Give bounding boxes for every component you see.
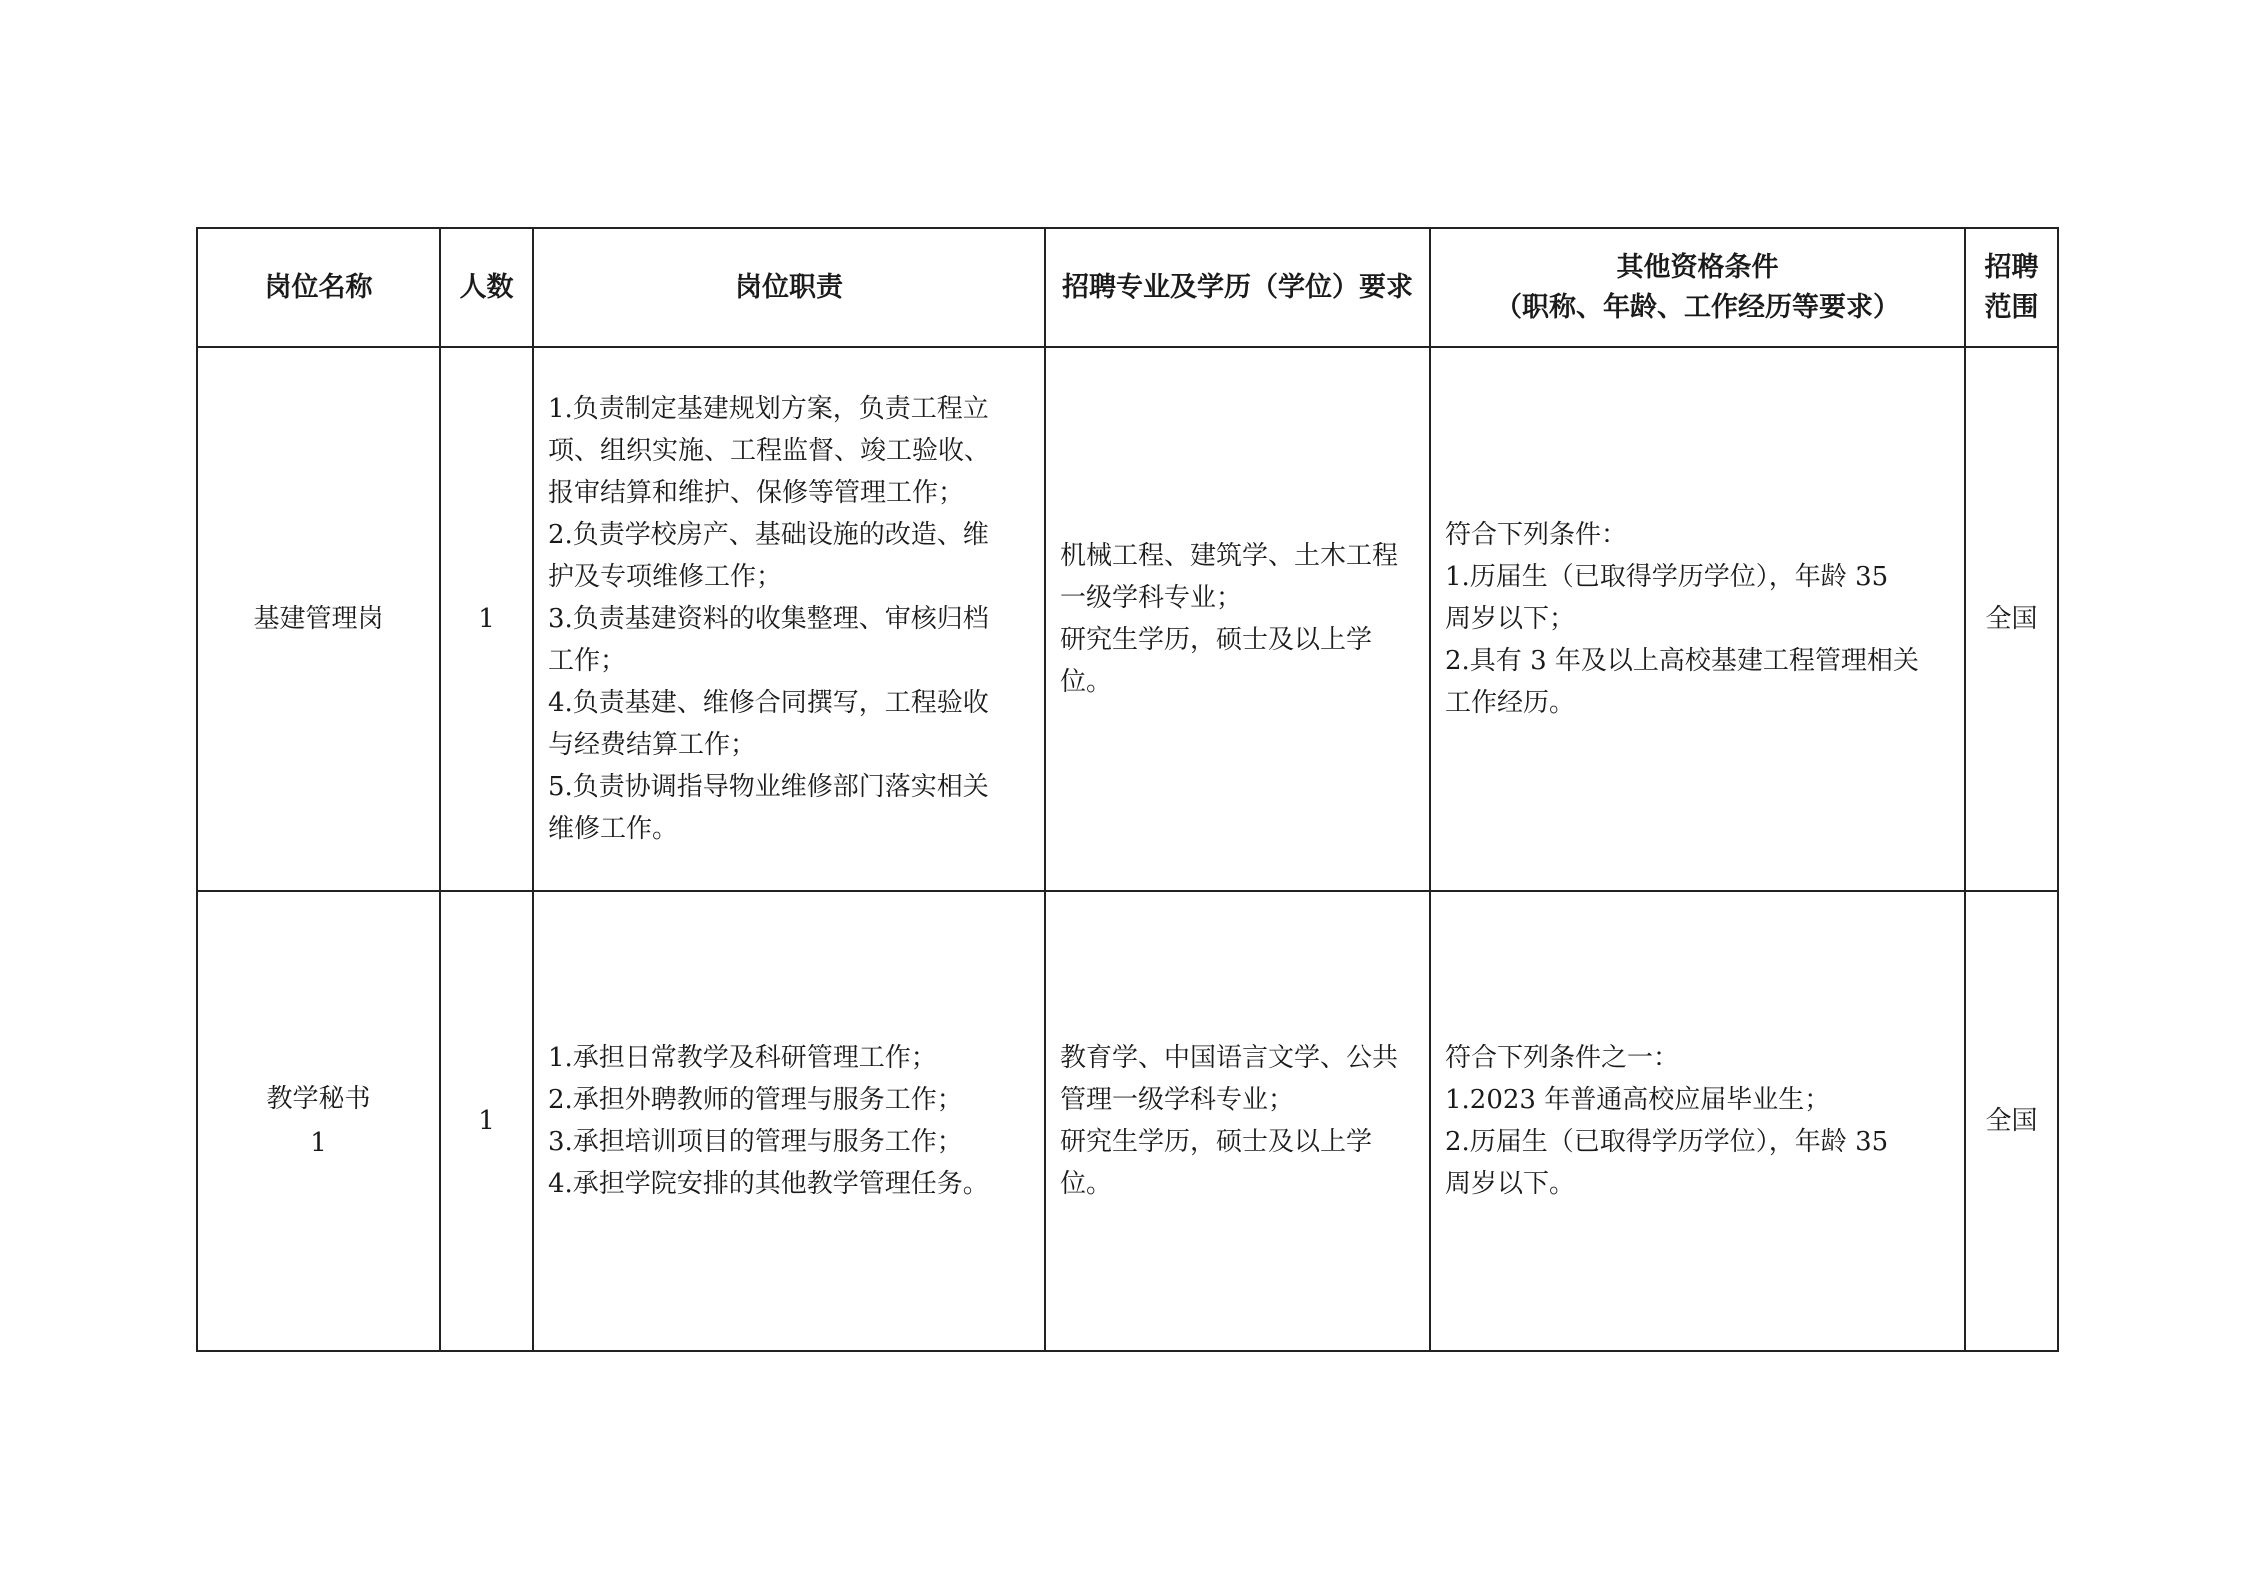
duties-cell (533, 347, 1045, 891)
other-requirements-cell (1430, 891, 1965, 1351)
header-scope-line1: 招聘 (1984, 251, 2039, 283)
header-major: 招聘专业及学历（学位）要求 (1045, 228, 1430, 347)
header-scope (1965, 228, 2058, 347)
position-name: 基建管理岗 (253, 604, 384, 634)
duty-line: 与经费结算工作； (548, 730, 757, 760)
requirement-line: 周岁以下； (1445, 604, 1576, 634)
table-row (197, 347, 2058, 891)
position-cell (197, 347, 440, 891)
recruitment-table (196, 227, 2059, 1352)
requirement-line: 符合下列条件之一： (1445, 1043, 1680, 1073)
duty-line: 护及专项维修工作； (548, 562, 783, 592)
position-name-suffix: 1 (310, 1128, 327, 1158)
major-cell (1045, 347, 1430, 891)
duty-line: 5.负责协调指导物业维修部门落实相关 (548, 772, 989, 802)
requirement-line: 1.历届生（已取得学历学位），年龄 35 (1445, 562, 1889, 592)
duty-line: 3.承担培训项目的管理与服务工作； (548, 1127, 963, 1157)
requirement-line: 周岁以下。 (1445, 1169, 1576, 1199)
major-line: 管理一级学科专业； (1060, 1085, 1295, 1115)
major-line: 教育学、中国语言文学、公共 (1060, 1043, 1399, 1073)
header-scope-line2: 范围 (1984, 291, 2039, 323)
duties-cell (533, 891, 1045, 1351)
recruit-scope: 全国 (1985, 1106, 2038, 1136)
major-line: 机械工程、建筑学、土木工程 (1060, 541, 1399, 571)
duty-line: 1.负责制定基建规划方案，负责工程立 (548, 394, 989, 424)
requirement-line: 2.具有 3 年及以上高校基建工程管理相关 (1445, 646, 1919, 676)
recruit-scope: 全国 (1985, 604, 2038, 634)
position-cell (197, 891, 440, 1351)
count-cell (440, 891, 533, 1351)
header-position: 岗位名称 (197, 228, 440, 347)
duty-line: 2.承担外聘教师的管理与服务工作； (548, 1085, 963, 1115)
scope-cell (1965, 891, 2058, 1351)
header-duties: 岗位职责 (533, 228, 1045, 347)
requirement-line: 工作经历。 (1445, 688, 1576, 718)
table-row (197, 891, 2058, 1351)
count-cell (440, 347, 533, 891)
duty-line: 维修工作。 (548, 814, 679, 844)
major-line: 研究生学历，硕士及以上学 (1060, 1127, 1373, 1157)
header-other-line2: （职称、年龄、工作经历等要求） (1495, 291, 1900, 323)
duty-line: 4.负责基建、维修合同撰写，工程验收 (548, 688, 989, 718)
major-line: 位。 (1060, 667, 1113, 697)
major-line: 研究生学历，硕士及以上学 (1060, 625, 1373, 655)
header-other-requirements (1430, 228, 1965, 347)
major-cell (1045, 891, 1430, 1351)
duty-line: 1.承担日常教学及科研管理工作； (548, 1043, 937, 1073)
duty-line: 报审结算和维护、保修等管理工作； (548, 478, 965, 508)
requirement-line: 1.2023 年普通高校应届毕业生； (1445, 1085, 1831, 1115)
duty-line: 项、组织实施、工程监督、竣工验收、 (548, 436, 991, 466)
header-row (197, 228, 2058, 347)
major-line: 位。 (1060, 1169, 1113, 1199)
major-line: 一级学科专业； (1060, 583, 1243, 613)
scope-cell (1965, 347, 2058, 891)
duty-line: 工作； (548, 646, 627, 676)
other-requirements-cell (1430, 347, 1965, 891)
position-name: 教学秘书 (266, 1084, 371, 1114)
duty-line: 4.承担学院安排的其他教学管理任务。 (548, 1169, 989, 1199)
header-count: 人数 (440, 228, 533, 347)
duty-line: 3.负责基建资料的收集整理、审核归档 (548, 604, 989, 634)
headcount: 1 (478, 604, 495, 634)
duty-line: 2.负责学校房产、基础设施的改造、维 (548, 520, 989, 550)
requirement-line: 2.历届生（已取得学历学位），年龄 35 (1445, 1127, 1889, 1157)
header-other-line1: 其他资格条件 (1616, 251, 1779, 283)
requirement-line: 符合下列条件： (1445, 520, 1628, 550)
headcount: 1 (478, 1106, 495, 1136)
